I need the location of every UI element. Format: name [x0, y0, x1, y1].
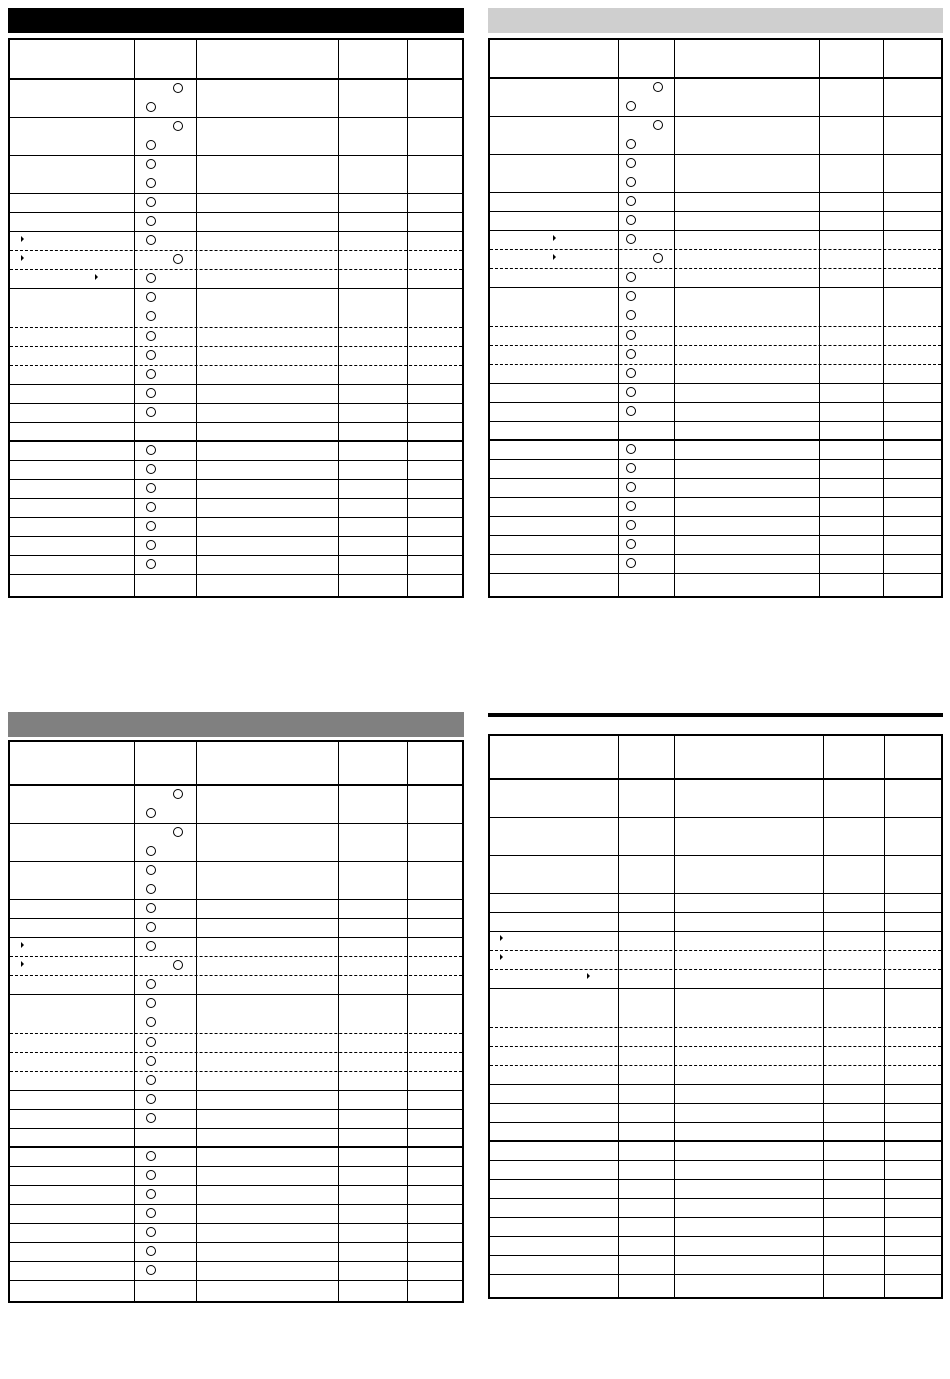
circle-mark-icon: [626, 196, 636, 206]
circle-mark-icon: [173, 789, 183, 799]
circle-mark-icon: [146, 235, 156, 245]
circle-mark-icon: [173, 121, 183, 131]
circle-mark-icon: [146, 884, 156, 894]
small-flag-icon: [587, 973, 590, 979]
circle-mark-icon: [146, 369, 156, 379]
circle-mark-icon: [146, 1208, 156, 1218]
circle-mark-icon: [146, 979, 156, 989]
small-flag-icon: [21, 961, 24, 967]
circle-mark-icon: [626, 520, 636, 530]
circle-mark-icon: [173, 83, 183, 93]
circle-mark-icon: [146, 388, 156, 398]
circle-mark-icon: [626, 463, 636, 473]
circle-mark-icon: [626, 349, 636, 359]
panel-bottom-left: [8, 712, 464, 1304]
circle-mark-icon: [146, 273, 156, 283]
circle-mark-icon: [146, 1094, 156, 1104]
circle-mark-icon: [146, 998, 156, 1008]
circle-mark-icon: [146, 941, 156, 951]
circle-mark-icon: [146, 464, 156, 474]
circle-mark-icon: [146, 445, 156, 455]
small-flag-icon: [500, 935, 503, 941]
circle-mark-icon: [146, 559, 156, 569]
circle-mark-icon: [626, 158, 636, 168]
panel-bottom-right: [488, 712, 943, 1300]
circle-mark-icon: [146, 1227, 156, 1237]
circle-mark-icon: [626, 139, 636, 149]
circle-mark-icon: [173, 960, 183, 970]
circle-mark-icon: [626, 330, 636, 340]
panel-header-rule: [488, 713, 943, 717]
panel-header-bar: [8, 712, 464, 737]
circle-mark-icon: [146, 540, 156, 550]
circle-mark-icon: [626, 368, 636, 378]
circle-mark-icon: [146, 178, 156, 188]
circle-mark-icon: [626, 177, 636, 187]
circle-mark-icon: [146, 1170, 156, 1180]
circle-mark-icon: [146, 521, 156, 531]
circle-mark-icon: [626, 101, 636, 111]
circle-mark-icon: [146, 292, 156, 302]
circle-mark-icon: [146, 1151, 156, 1161]
circle-mark-icon: [146, 922, 156, 932]
circle-mark-icon: [146, 159, 156, 169]
small-flag-icon: [95, 274, 98, 280]
circle-mark-icon: [653, 120, 663, 130]
circle-mark-icon: [626, 444, 636, 454]
circle-mark-icon: [653, 253, 663, 263]
circle-mark-icon: [146, 1189, 156, 1199]
circle-mark-icon: [146, 502, 156, 512]
circle-mark-icon: [146, 903, 156, 913]
circle-mark-icon: [146, 808, 156, 818]
circle-mark-icon: [146, 846, 156, 856]
small-flag-icon: [21, 942, 24, 948]
circle-mark-icon: [626, 558, 636, 568]
circle-mark-icon: [146, 1056, 156, 1066]
panel-header-bar: [488, 8, 943, 33]
circle-mark-icon: [626, 310, 636, 320]
circle-mark-icon: [626, 501, 636, 511]
panel-top-left: [8, 8, 464, 598]
circle-mark-icon: [626, 387, 636, 397]
circle-mark-icon: [626, 234, 636, 244]
small-flag-icon: [21, 236, 24, 242]
grid-table: [8, 38, 464, 598]
circle-mark-icon: [146, 1265, 156, 1275]
circle-mark-icon: [146, 1037, 156, 1047]
small-flag-icon: [21, 255, 24, 261]
panel-top-right: [488, 8, 943, 598]
circle-mark-icon: [146, 1113, 156, 1123]
circle-mark-icon: [146, 1075, 156, 1085]
circle-mark-icon: [626, 215, 636, 225]
circle-mark-icon: [173, 827, 183, 837]
circle-mark-icon: [146, 140, 156, 150]
circle-mark-icon: [653, 82, 663, 92]
circle-mark-icon: [626, 272, 636, 282]
circle-mark-icon: [626, 406, 636, 416]
circle-mark-icon: [146, 1246, 156, 1256]
circle-mark-icon: [626, 291, 636, 301]
circle-mark-icon: [146, 311, 156, 321]
circle-mark-icon: [146, 865, 156, 875]
circle-mark-icon: [146, 102, 156, 112]
circle-mark-icon: [146, 407, 156, 417]
circle-mark-icon: [173, 254, 183, 264]
small-flag-icon: [553, 235, 556, 241]
small-flag-icon: [553, 254, 556, 260]
circle-mark-icon: [146, 1017, 156, 1027]
circle-mark-icon: [626, 482, 636, 492]
circle-mark-icon: [146, 331, 156, 341]
grid-table: [488, 38, 943, 598]
circle-mark-icon: [146, 197, 156, 207]
panel-header-bar: [8, 8, 464, 33]
grid-table: [8, 740, 464, 1303]
circle-mark-icon: [626, 539, 636, 549]
grid-table: [488, 734, 943, 1299]
circle-mark-icon: [146, 216, 156, 226]
small-flag-icon: [500, 954, 503, 960]
circle-mark-icon: [146, 483, 156, 493]
circle-mark-icon: [146, 350, 156, 360]
